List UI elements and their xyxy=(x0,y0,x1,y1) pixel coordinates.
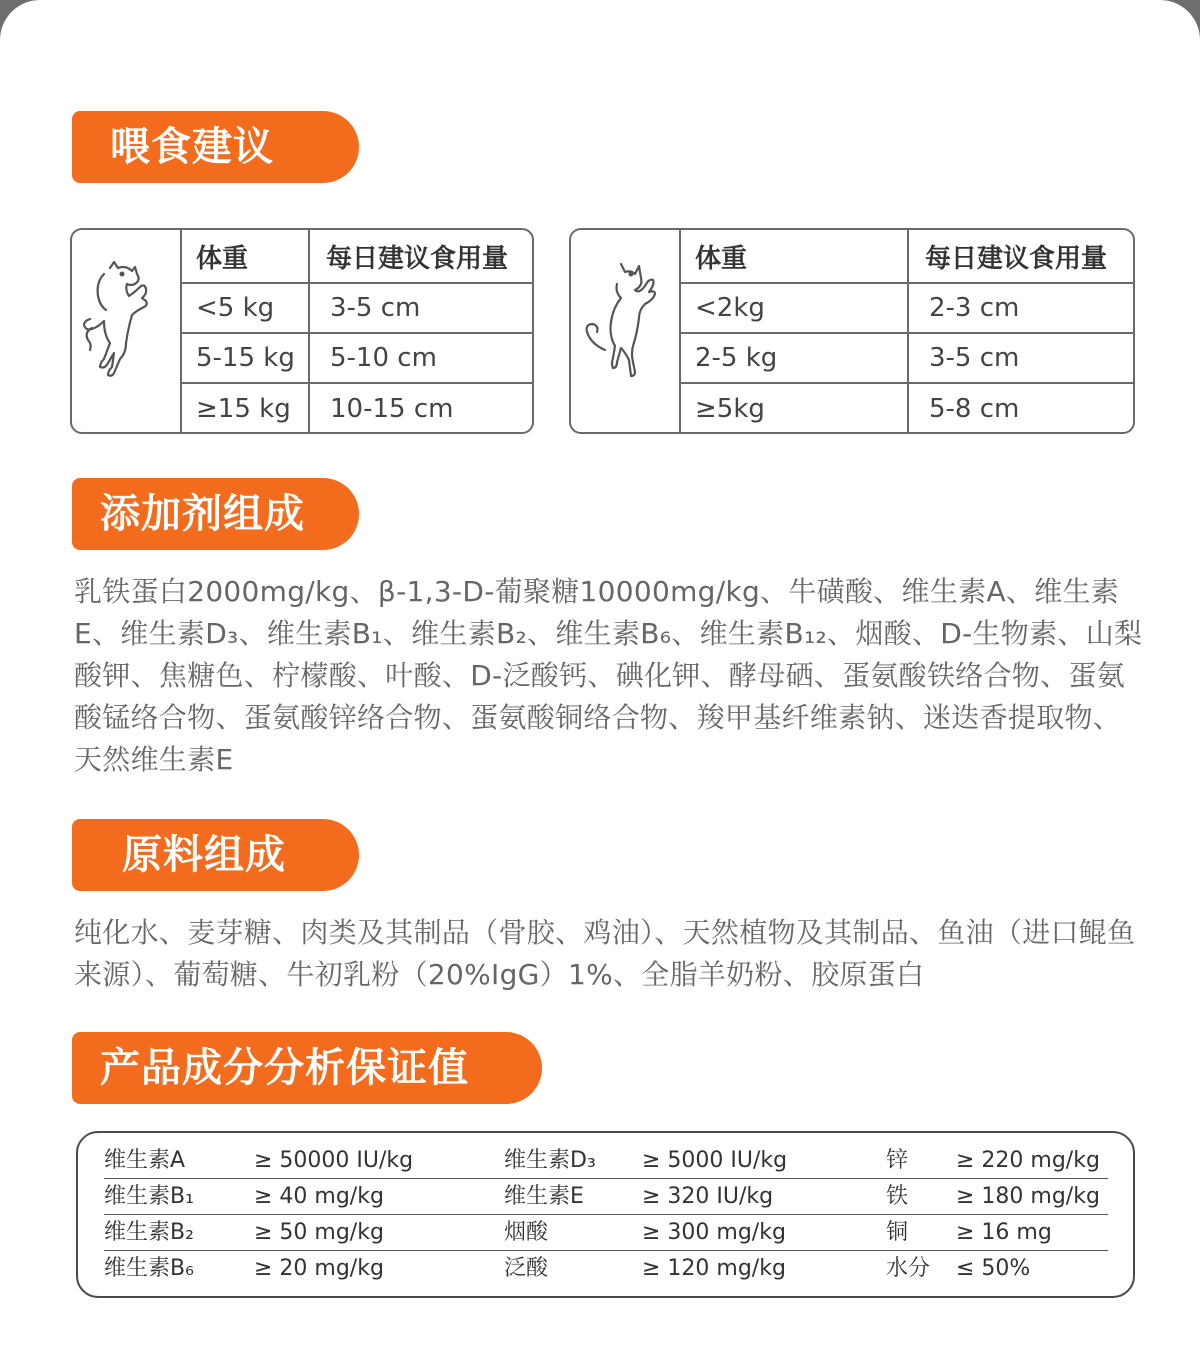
ingredients-section-title: 原料组成 xyxy=(72,819,359,891)
nutrient-value: ≥ 120 mg/kg xyxy=(642,1256,786,1281)
cat-amount-cell: 3-5 cm xyxy=(908,333,1133,383)
table-row xyxy=(679,333,1133,383)
analysis-row xyxy=(504,1251,904,1287)
nutrient-value: ≥ 20 mg/kg xyxy=(254,1256,384,1281)
analysis-row xyxy=(504,1179,904,1215)
cat-amount-cell: 2-3 cm xyxy=(908,283,1133,333)
nutrient-name: 铁 xyxy=(886,1184,909,1209)
analysis-row xyxy=(886,1179,1108,1215)
table-row xyxy=(679,283,1133,333)
dog-amount-cell: 5-10 cm xyxy=(309,333,532,383)
dog-amount-cell: 10-15 cm xyxy=(309,383,532,433)
table-row xyxy=(180,333,532,383)
analysis-row xyxy=(886,1143,1108,1179)
ingredients-text: 纯化水、麦芽糖、肉类及其制品（骨胶、鸡油）、天然植物及其制品、鱼油（进口鲲鱼来源）、葡萄糖、牛初乳粉（20%IgG）1%、全脂羊奶粉、胶原蛋白 xyxy=(74,916,1136,991)
analysis-row xyxy=(104,1251,504,1287)
dog-weight-cell: <5 kg xyxy=(180,283,309,333)
cat-icon xyxy=(571,230,681,432)
analysis-row xyxy=(104,1143,504,1179)
nutrient-value: ≥ 50 mg/kg xyxy=(254,1220,384,1245)
dog-amount-cell: 3-5 cm xyxy=(309,283,532,333)
nutrient-value: ≥ 180 mg/kg xyxy=(956,1184,1100,1209)
nutrient-value: ≥ 5000 IU/kg xyxy=(642,1148,788,1173)
cat-feeding-table xyxy=(569,228,1135,434)
cat-weight-cell: ≥5kg xyxy=(695,393,765,424)
nutrient-name: 锌 xyxy=(886,1148,909,1173)
analysis-section-title: 产品成分分析保证值 xyxy=(72,1032,542,1104)
table-row xyxy=(679,383,1133,433)
nutrient-value: ≥ 320 IU/kg xyxy=(642,1184,774,1209)
nutrient-name: 维生素D₃ xyxy=(504,1148,596,1173)
analysis-row xyxy=(104,1179,504,1215)
analysis-row xyxy=(504,1143,904,1179)
cat-amount-cell: 5-8 cm xyxy=(908,383,1133,433)
dog-weight-cell: ≥15 kg xyxy=(196,393,291,424)
dog-icon xyxy=(72,230,182,432)
nutrient-value: ≥ 300 mg/kg xyxy=(642,1220,786,1245)
dog-header-amount: 每日建议食用量 xyxy=(309,230,532,283)
nutrient-name: 泛酸 xyxy=(504,1256,549,1281)
cat-header-amount: 每日建议食用量 xyxy=(908,230,1133,283)
analysis-column xyxy=(104,1143,504,1287)
cat-weight-cell: 2-5 kg xyxy=(679,333,908,383)
nutrient-name: 维生素E xyxy=(504,1184,584,1209)
nutrient-name: 维生素B₂ xyxy=(104,1220,194,1245)
nutrient-name: 水分 xyxy=(886,1256,931,1281)
nutrient-value: ≥ 40 mg/kg xyxy=(254,1184,384,1209)
analysis-row xyxy=(104,1215,504,1251)
analysis-row xyxy=(886,1215,1108,1251)
table-row xyxy=(180,283,532,333)
nutrient-value: ≥ 16 mg xyxy=(956,1220,1052,1245)
table-row xyxy=(180,383,532,433)
dog-header-weight: 体重 xyxy=(180,230,309,283)
cat-header-weight: 体重 xyxy=(679,230,908,283)
feeding-section-title: 喂食建议 xyxy=(72,111,359,183)
analysis-row xyxy=(504,1215,904,1251)
additives-text: 乳铁蛋白2000mg/kg、β-1,3-D-葡聚糖10000mg/kg、牛磺酸、维生素A、维生素E、维生素D₃、维生素B₁、维生素B₂、维生素B₆、维生素B₁₂、烟酸、D-生物素、山梨酸钾、焦糖色、柠檬酸、叶酸、D-泛酸钙、碘化钾、酵母硒、蛋氨酸铁络合物、蛋氨酸锰络合物、蛋氨酸锌络合物、蛋氨酸铜络合物、羧甲基纤维素钠、迷迭香提取物、天然维生素E xyxy=(74,575,1143,776)
additives-section-title: 添加剂组成 xyxy=(72,478,359,550)
nutrient-name: 维生素A xyxy=(104,1148,186,1173)
nutrient-name: 维生素B₆ xyxy=(104,1256,194,1281)
nutrient-name: 维生素B₁ xyxy=(104,1184,194,1209)
dog-weight-cell: 5-15 kg xyxy=(180,333,309,383)
nutrient-value: ≥ 220 mg/kg xyxy=(956,1148,1100,1173)
analysis-column xyxy=(504,1143,904,1287)
analysis-column xyxy=(886,1143,1108,1287)
dog-feeding-table xyxy=(70,228,534,434)
nutrient-value: ≤ 50% xyxy=(956,1256,1031,1281)
analysis-row xyxy=(886,1251,1108,1287)
nutrient-value: ≥ 50000 IU/kg xyxy=(254,1148,414,1173)
nutrient-name: 烟酸 xyxy=(504,1220,549,1245)
nutrient-name: 铜 xyxy=(886,1220,909,1245)
cat-weight-cell: <2kg xyxy=(679,283,908,333)
analysis-table xyxy=(76,1131,1135,1298)
